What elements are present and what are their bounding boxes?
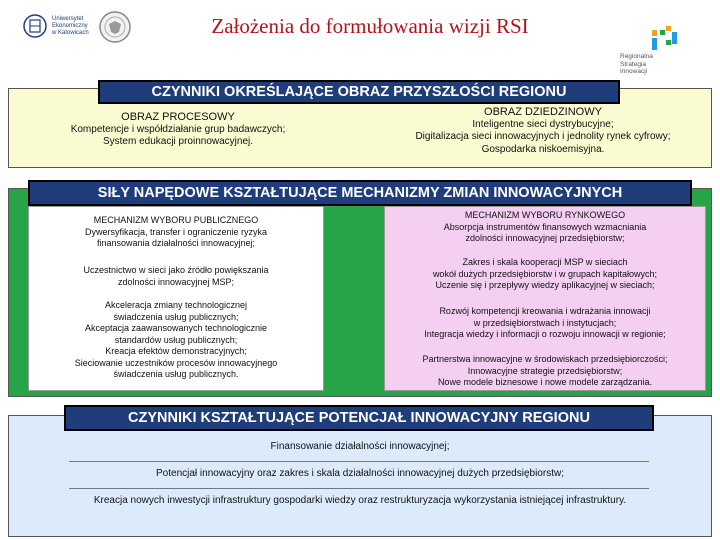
public-services-line: świadczenia usług publicznych; [113,311,239,322]
university-name-line: Uniwersytet [52,16,84,22]
market-choice-line: zdolności innowacyjnej przedsiębiorstw; [465,233,625,243]
divider [69,488,649,489]
msp-cooperation-line: wokół dużych przedsiębiorstw i w grupach kapitałowych; [432,268,658,279]
msp-network-line: Uczestnictwo w sieci jako źródło powiększania [83,265,269,275]
process-image-line: System edukacji proinnowacyjnej. [102,136,254,147]
market-choice-box [384,206,706,391]
driving-forces-header: SIŁY NAPĘDOWE KSZTAŁTUJĄCE MECHANIZMY ZMIAN INNOWACYJNYCH [28,180,692,206]
msp-cooperation-line: Uczenie się i przepływy wiedzy aplikacyjnej w sieciach; [435,280,655,290]
rsi-logo-line: Strategia [620,60,647,68]
partnership-line: Nowe modele biznesowe i nowe modele zarządzania. [437,377,653,387]
university-logos [22,10,140,50]
public-services-line: Sieciowanie uczestników procesów innowacyjnego [74,357,278,368]
domain-image-box [382,106,704,156]
public-services-line: Kreacja efektów demonstracyjnych; [105,346,247,356]
eagle-seal-icon [98,10,132,44]
public-services-group [29,300,323,381]
university-emblem-icon [22,12,48,40]
potential-item: Finansowanie działalności innowacyjnej; [270,441,450,452]
msp-network-group [29,265,323,288]
msp-cooperation-line: Zakres i skala kooperacji MSP w sieciach [462,257,628,267]
process-image-title: OBRAZ PROCESOWY [121,111,235,123]
rsi-logo-line: Innowacji [620,68,648,75]
public-choice-group [29,215,323,250]
public-services-line: standardów usług publicznych; [114,334,238,345]
public-choice-line: finansowania działalności innowacyjnej; [96,238,256,248]
competence-line: w przedsiębiorstwach i instytucjach; [473,317,617,328]
rsi-logo [620,22,700,82]
rsi-logo-line: Regionalna [620,53,653,60]
innovation-potential-header: CZYNNIKI KSZTAŁTUJĄCE POTENCJAŁ INNOWACYJNY REGIONU [64,405,654,431]
competence-line: Rozwój kompetencji kreowania i wdrażania innowacji [439,306,651,316]
process-image-line: Kompetencje i współdziałanie grup badawczych; [70,123,286,135]
potential-item: Kreacja nowych inwestycji infrastruktury gospodarki wiedzy oraz restrukturyzacja wykorzystania istniejącej infrastruktury. [93,495,627,506]
partnership-line: Innowacyjne strategie przedsiębiorstw; [467,365,623,376]
competence-line: Integracja wiedzy i informacji o rozwoju innowacji w regionie; [424,329,666,339]
university-name-line: w Katowicach [52,30,89,36]
public-services-line: Akceptacja zaawansowanych technologicznie [84,323,268,333]
market-choice-group [385,210,705,245]
partnership-group [385,354,705,389]
rsi-mark-icon [648,22,682,52]
innovation-potential-panel [8,415,712,537]
public-choice-title: MECHANIZM WYBORU PUBLICZNEGO [93,215,259,225]
domain-image-line: Inteligentne sieci dystrybucyjne; [472,118,614,130]
market-choice-line: Absorpcja instrumentów finansowych wzmacniania [443,221,647,232]
public-choice-line: Dywersyfikacja, transfer i ograniczenie ryzyka [84,226,268,237]
partnership-line: Partnerstwa innowacyjne w środowiskach przedsiębiorczości; [422,354,668,364]
domain-image-line: Digitalizacja sieci innowacyjnych i jednolity rynek cyfrowy; [415,131,671,142]
msp-network-line: zdolności innowacyjnej MSP; [117,276,235,287]
future-image-header: CZYNNIKI OKREŚLAJĄCE OBRAZ PRZYSZŁOŚCI REGIONU [98,80,620,104]
competence-group [385,306,705,341]
university-name-line: Ekonomiczny [52,23,88,29]
potential-item: Potencjał innowacyjny oraz zakres i skala działalności innowacyjnej dużych przedsiębiorstw; [156,468,564,479]
public-services-line: świadczenia usług publicznych. [113,369,239,379]
page-title: Założenia do formułowania wizji RSI [211,14,529,38]
university-name [52,16,90,37]
domain-image-line: Gospodarka niskoemisyjna. [481,143,605,155]
divider [69,461,649,462]
public-choice-box [28,206,324,391]
process-image-box [38,111,318,149]
public-services-line: Akceleracja zmiany technologicznej [104,300,248,310]
domain-image-title: OBRAZ DZIEDZINOWY [484,106,602,118]
market-choice-title: MECHANIZM WYBORU RYNKOWEGO [464,210,626,220]
msp-cooperation-group [385,257,705,292]
